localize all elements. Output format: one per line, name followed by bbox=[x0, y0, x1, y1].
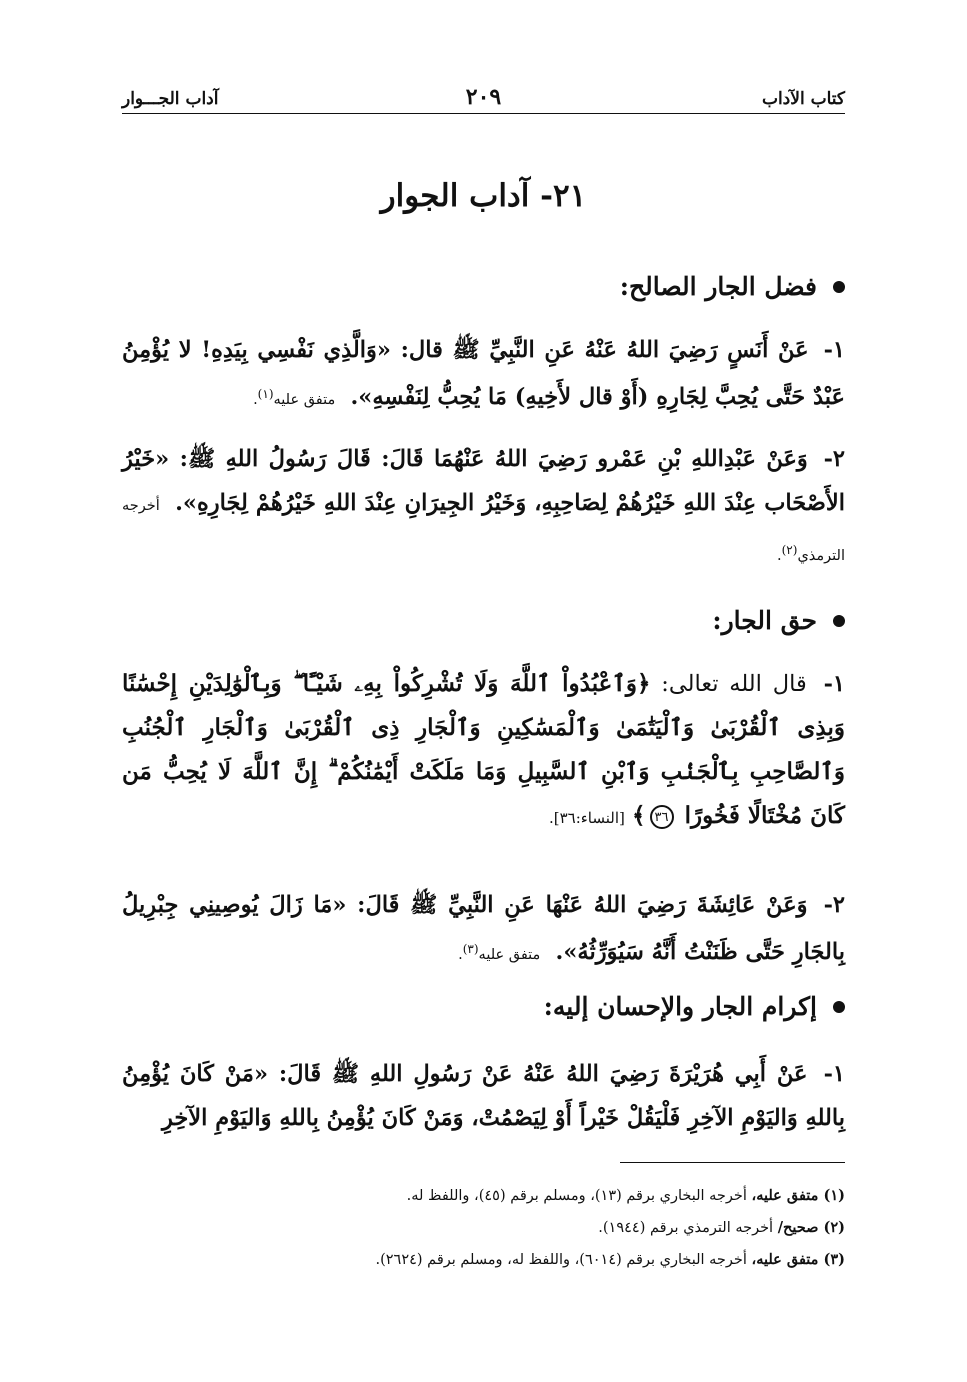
hadith-text: وَعَنْ عَبْدِاللهِ بْنِ عَمْرو رَضِيَ اللهُ عَنْهُمَا قَالَ: قَالَ رَسُولُ اللهِ ﷺ: «خَيْرُ الأَصْحَاب عِنْدَ اللهِ خَيْرُهُمْ لِصَاحِبِهِ، وَخَيْرُ الجِيرَانِ عِنْدَ اللهِ خَيْرُهُمْ لِجَارِهِ». bbox=[122, 446, 845, 516]
section-heading-text: فضل الجار الصالح: bbox=[619, 272, 817, 301]
footnote-label: (٢) صحيح/ bbox=[777, 1219, 845, 1236]
hadith-item bbox=[122, 1052, 845, 1140]
ayah-number-marker: ٣٦ bbox=[650, 805, 674, 829]
item-number: ٢- bbox=[823, 446, 845, 472]
item-number: ١- bbox=[823, 337, 845, 363]
citation-text: متفق عليه bbox=[273, 391, 336, 408]
hadith-item bbox=[122, 328, 845, 422]
hadith-text: عَنْ أَنَسٍ رَضِيَ اللهُ عَنْهُ عَنِ النَّبِيِّ ﷺ قال: «وَالَّذِي نَفْسِي بِيَدِهِ! لا يُؤْمِنُ عَبْدٌ حَتَّى يُحِبَّ لِجَارِهِ (أَوْ قال لأَخِيهِ) مَا يُحِبُّ لِنَفْسِهِ». bbox=[122, 337, 845, 410]
footnote-text: أخرجه الترمذي برقم (١٩٤٤). bbox=[598, 1220, 774, 1236]
surah-reference: [النساء:٣٦]. bbox=[548, 809, 625, 827]
bullet-icon bbox=[833, 1001, 845, 1013]
section-heading-neighbor-right bbox=[122, 606, 845, 635]
hadith-text: عَنْ أَبِي هُرَيْرَةَ رَضِيَ اللهُ عَنْهُ عَنْ رَسُولِ اللهِ ﷺ قَالَ: «مَنْ كَانَ يُؤْمِنُ بِاللهِ وَاليَوْمِ الآخِرِ فَلْيَقُلْ خَيْراً أَوْ لِيَصْمُتْ، وَمَنْ كَانَ يُؤْمِنُ بِاللهِ وَاليَوْمِ الآخِرِ bbox=[122, 1061, 845, 1131]
citation-text: أخرجه الترمذي bbox=[122, 498, 845, 564]
hadith-citation: أخرجه الترمذي$^{(٢)}$. bbox=[122, 498, 845, 564]
chapter-running-title: آداب الجـــوار bbox=[122, 89, 219, 109]
footnote-mark: (٢) bbox=[781, 543, 798, 557]
footnote-mark: (٣) bbox=[462, 942, 479, 956]
hadith-item bbox=[122, 437, 845, 578]
running-header bbox=[122, 84, 845, 114]
hadith-citation: متفق عليه$^{(٣)}$. bbox=[458, 942, 541, 963]
hadith-citation: متفق عليه$^{(١)}$. bbox=[253, 387, 336, 408]
section-heading-text: حق الجار: bbox=[712, 606, 817, 635]
footnote-mark: (١) bbox=[257, 387, 274, 401]
footnote-text: أخرجه البخاري برقم (٦٠١٤)، واللفظ له، ومسلم برقم (٢٦٢٤). bbox=[375, 1252, 747, 1268]
hadith-text: وَعَنْ عَائِشَةَ رَضِيَ اللهُ عَنْهَا عَنِ النَّبِيِّ ﷺ قَالَ: «مَا زَالَ يُوصِينِي جِبْرِيلُ بِالجَارِ حَتَّى ظَنَنْتُ أَنَّهُ سَيُوَرِّثُهُ». bbox=[122, 892, 845, 965]
book-title: كتاب الآداب bbox=[761, 89, 845, 109]
quran-item bbox=[122, 662, 845, 840]
footnotes bbox=[122, 1180, 845, 1276]
hadith-item bbox=[122, 883, 845, 977]
item-number: ١- bbox=[823, 671, 845, 697]
item-number: ٢- bbox=[823, 892, 845, 918]
footnote bbox=[122, 1212, 845, 1244]
footnote-separator bbox=[620, 1162, 845, 1163]
bullet-icon bbox=[833, 615, 845, 627]
footnote-text: أخرجه البخاري برقم (١٣)، ومسلم برقم (٤٥)، واللفظ له. bbox=[406, 1188, 747, 1204]
section-heading-text: إكرام الجار والإحسان إليه: bbox=[543, 992, 817, 1021]
page-number: ٢٠٩ bbox=[465, 84, 502, 110]
bullet-icon bbox=[833, 281, 845, 293]
quran-intro: قال الله تعالى: bbox=[661, 671, 807, 697]
item-number: ١- bbox=[823, 1061, 845, 1087]
section-heading-good-neighbor bbox=[122, 272, 845, 301]
quran-close-bracket: ﴾ bbox=[632, 802, 646, 829]
footnote-label: (١) متفق عليه، bbox=[751, 1187, 845, 1204]
citation-text: متفق عليه bbox=[478, 946, 541, 963]
footnote bbox=[122, 1244, 845, 1276]
footnote bbox=[122, 1180, 845, 1212]
quran-verse: ﴿وَٱعْبُدُواْ ٱللَّهَ وَلَا تُشْرِكُواْ بِهِۦ شَيْـًٔا ۖ وَبِٱلْوَٰلِدَيْنِ إِحْسَٰنًا وَبِذِى ٱلْقُرْبَىٰ وَٱلْيَتَٰمَىٰ وَٱلْمَسَٰكِينِ وَٱلْجَارِ ذِى ٱلْقُرْبَىٰ وَٱلْجَارِ ٱلْجُنُبِ وَٱلصَّاحِبِ بِٱلْجَنۢبِ وَٱبْنِ ٱلسَّبِيلِ وَمَا مَلَكَتْ أَيْمَٰنُكُمْ ۗ إِنَّ ٱللَّهَ لَا يُحِبُّ مَن كَانَ مُخْتَالًا فَخُورًا bbox=[122, 670, 845, 829]
chapter-title: ٢١- آداب الجوار bbox=[380, 178, 587, 214]
section-heading-honoring-neighbor bbox=[122, 992, 845, 1021]
footnote-label: (٣) متفق عليه، bbox=[751, 1251, 845, 1268]
